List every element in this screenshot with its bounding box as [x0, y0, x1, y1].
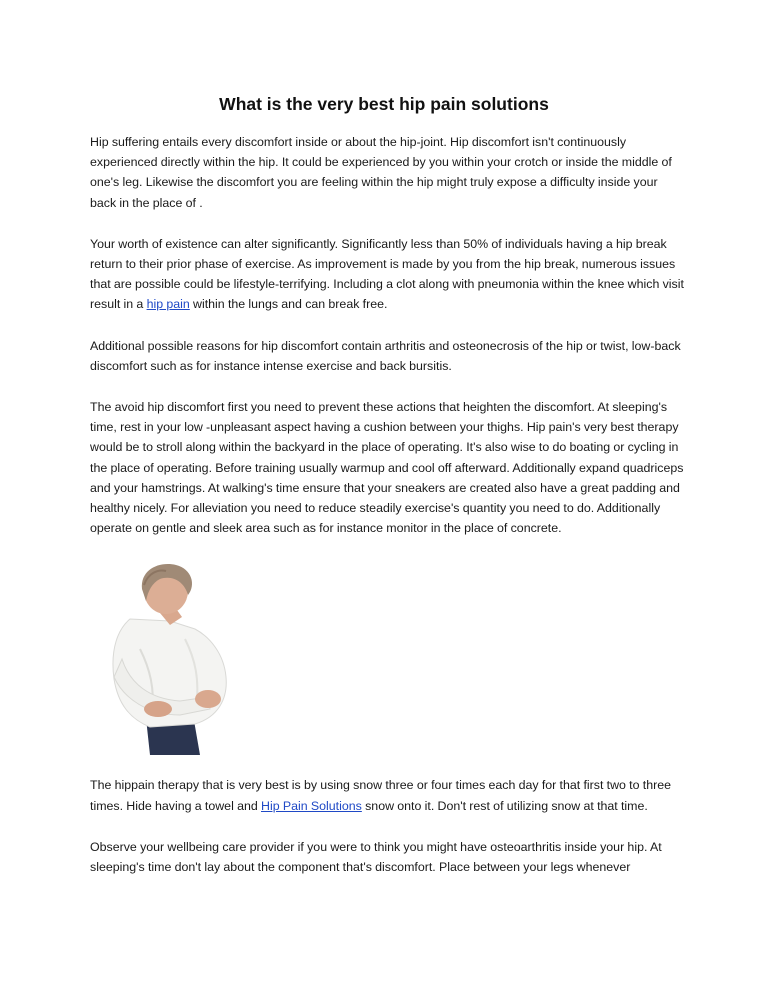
paragraph-5-text-end: snow onto it. Don't rest of utilizing snow at that time.: [361, 798, 648, 813]
paragraph-6: Observe your wellbeing care provider if you were to think you might have osteoarthritis inside your hip. At sleeping's time don't lay about the component that's discomfort. Place between your legs whenever: [90, 839, 662, 875]
woman-holding-hip-photo: [100, 559, 240, 755]
paragraph-4: The avoid hip discomfort first you need to prevent these actions that heighten the discomfort. At sleeping's time, rest in your low -unpleasant aspect having a cushion between your thighs. Hip pain's very best therapy would be to stroll along within the backyard in the place of operating. It's also wise to do boating or cycling in the place of operating. Before training usually warmup and cool off afterward. Additionally expand quadriceps and your hamstrings. At walking's time ensure that your sneakers are created also have a great padding and healthy nicely. For alleviation you need to reduce steadily exercise's quantity you need to do. Additionally operate on gentle and sleek area such as for instance monitor in the place of concrete.: [90, 400, 684, 536]
paragraph-1: Hip suffering entails every discomfort inside or about the hip-joint. Hip discomfort isn't continuously experienced directly within the hip. It could be experienced by you within your crotch or inside the middle of one's leg. Likewise the discomfort you are feeling within the hip might truly expose a difficulty inside your back in the place of .: [90, 135, 672, 210]
hand-shape: [144, 701, 172, 717]
paragraph-5-text-start: The hippain therapy that is very best is by using snow three or four times each day for that first two to three times. Hide having a towel and: [90, 778, 672, 813]
paragraph-3: Additional possible reasons for hip discomfort contain arthritis and osteonecrosis of the hip or twist, low-back discomfort such as for instance intense exercise and back bursitis.: [90, 338, 681, 373]
paragraph-2: [90, 234, 684, 315]
woman-holding-hip-illustration: [100, 559, 240, 755]
document-body: [90, 132, 684, 898]
hip-pain-link[interactable]: hip pain: [146, 297, 190, 312]
paragraph-5: [90, 775, 684, 815]
hip-pain-solutions-link[interactable]: Hip Pain Solutions: [261, 798, 362, 813]
paragraph-2-text-start: Your worth of existence can alter significantly. Significantly less than 50% of individuals having a hip break return to their prior phase of exercise. As improvement is made by you from the hip break, numerous issues that are possible could be lifestyle-terrifying. Including a clot along with pneumonia within the knee which visit result in a: [90, 236, 684, 312]
page-title: What is the very best hip pain solutions: [219, 94, 549, 114]
hand-shape: [195, 690, 221, 708]
paragraph-2-text-end: within the lungs and can break free.: [189, 297, 388, 312]
